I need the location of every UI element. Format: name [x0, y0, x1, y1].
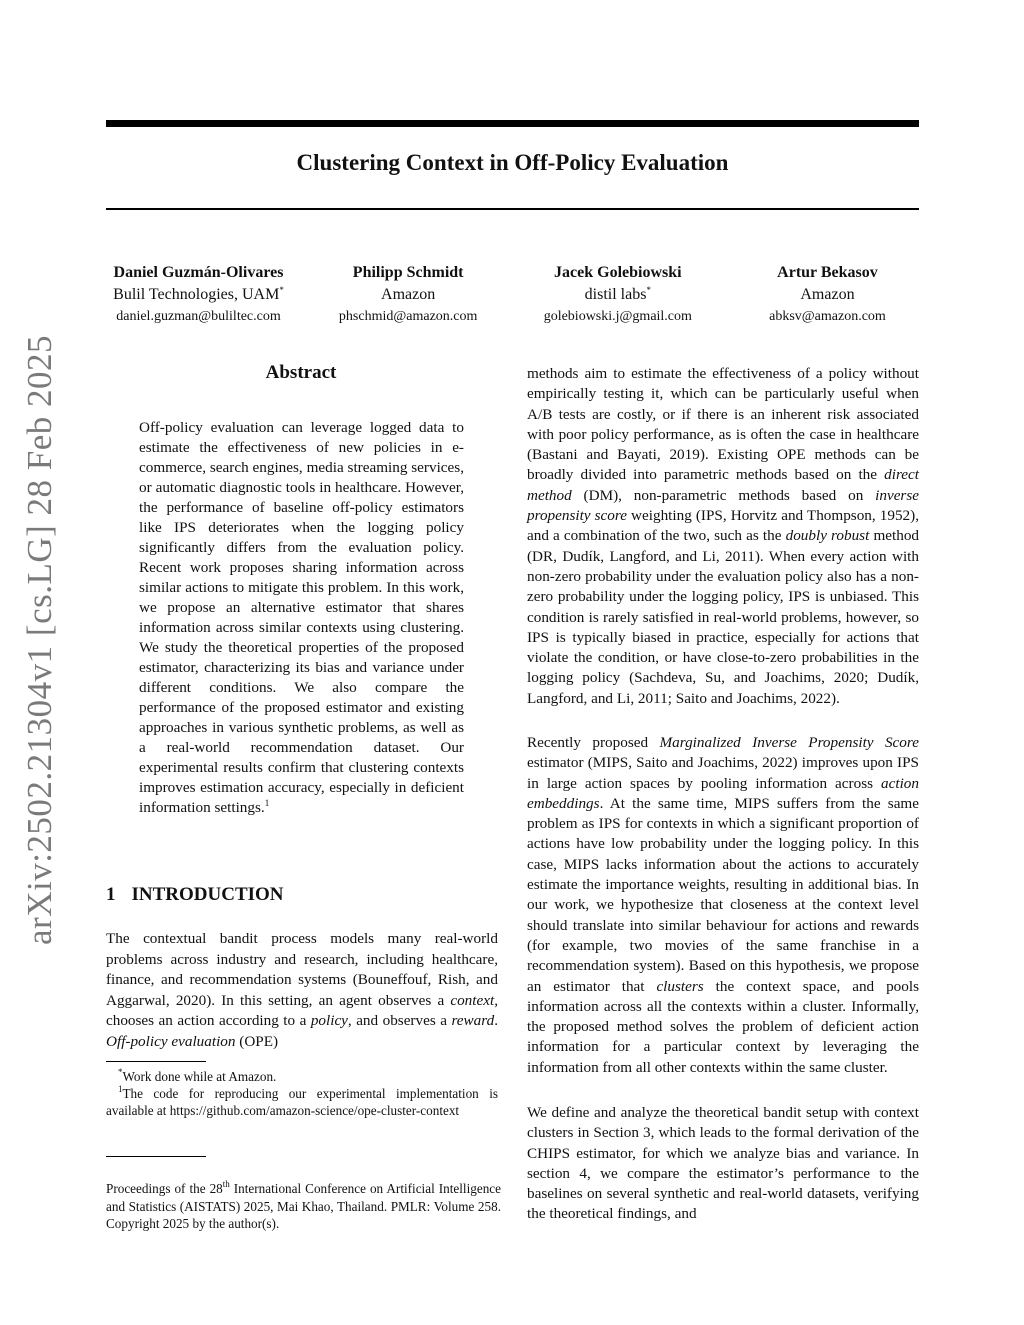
author-affiliation: Bulil Technologies, UAM* [113, 285, 284, 303]
proceedings-note: Proceedings of the 28th International Conference on Artificial Intelligence and Statistics (AISTATS) 2025, Mai Khao, Thailand. PMLR: Volume 258. Copyright 2025 by the author(s). [106, 1179, 501, 1231]
author-name: Daniel Guzmán-Olivares [113, 264, 284, 281]
author-name: Jacek Golebiowski [554, 264, 682, 281]
author-affiliation: Amazon [381, 286, 436, 303]
author-email[interactable]: abksv@amazon.com [769, 309, 886, 324]
abstract-text: Off-policy evaluation can leverage logged data to estimate the effectiveness of new policies in e-commerce, search engines, media streaming services, or automatic diagnostic tools in healthcare. However, the performance of baseline off-policy estimators like IPS deteriorates when the logging policy significantly differs from the evaluation policy. Recent work proposes sharing information across similar actions to mitigate this problem. In this work, we propose an alternative estimator that shares information across similar contexts using clustering. We study the theoretical properties of the proposed estimator, characterizing its bias and variance under different conditions. We also compare the performance of the proposed estimator and existing approaches in various synthetic problems, as well as a real-world recommendation dataset. Our experimental results confirm that clustering contexts improves estimation accuracy, especially in deficient information settings.$^1$ [139, 419, 464, 816]
author-1 [96, 262, 301, 328]
author-email[interactable]: phschmid@amazon.com [338, 309, 478, 324]
paper-title: Clustering Context in Off-Policy Evaluation [296, 150, 729, 175]
author-block [96, 262, 930, 328]
footnote-work-done: *Work done while at Amazon. [118, 1067, 277, 1084]
proceedings-divider [106, 1156, 206, 1157]
title-bottom-rule [106, 208, 919, 210]
title-top-rule [106, 120, 919, 127]
author-email[interactable]: golebiowski.j@gmail.com [543, 309, 692, 324]
intro-paragraph: The contextual bandit process models many real-world problems across industry and research, including healthcare, finance, and recommendation systems (Bouneffouf, Rish, and Aggarwal, 2020). In this setting, an agent observes a context, chooses an action according to a policy, and observes a reward. Off-policy evaluation (OPE) [106, 930, 498, 1050]
footnote-code-link: $^1$The code for reproducing our experimental implementation is available at https://github.com/amazon-science/ope-cluster-context [106, 1084, 498, 1118]
author-3 [515, 262, 720, 328]
arxiv-identifier-stamp: arXiv:2502.21304v1 [cs.LG] 28 Feb 2025 [20, 334, 59, 945]
author-affiliation: distil labs* [584, 285, 651, 303]
footnote-divider [106, 1061, 206, 1062]
author-name: Philipp Schmidt [352, 264, 464, 281]
intro-paragraph-right-2: Recently proposed Marginalized Inverse Propensity Score estimator (MIPS, Saito and Joachims, 2022) improves upon IPS in large action spaces by pooling information across action embeddings. At the same time, MIPS suffers from the same problem as IPS for contexts in which a significant proportion of actions have low probability under the logging policy. In this case, MIPS lacks information about the actions to accurately estimate the importance weights, resulting in additional bias. In our work, we hypothesize that closeness at the context level should translate into similar behaviour for actions and rewards (for example, two movies of the same franchise in a recommendation system). Based on this hypothesis, we propose an estimator that clusters the context space, and pools information across all the contexts within a cluster. Informally, the proposed method solves the problem of deficient action information for a particular context by leveraging the information from all other contexts within the same cluster. [527, 734, 919, 1076]
author-name: Artur Bekasov [777, 264, 878, 281]
affiliation-footnote-mark: * [279, 285, 284, 295]
section-heading-introduction: 1 INTRODUCTION [106, 884, 284, 905]
author-4 [725, 262, 930, 328]
author-2 [306, 262, 511, 328]
author-affiliation: Amazon [800, 286, 855, 303]
affiliation-footnote-mark: * [646, 285, 651, 295]
abstract-heading: Abstract [265, 362, 337, 383]
author-email[interactable]: daniel.guzman@buliltec.com [116, 309, 281, 324]
intro-paragraph-right-1: methods aim to estimate the effectiveness of a policy without empirically testing it, which can be particularly useful when A/B tests are costly, or if there is an inherent risk associated with poor policy performance, as is often the case in healthcare (Bastani and Bayati, 2019). Existing OPE methods can be broadly divided into parametric methods based on the direct method (DM), non-parametric methods based on inverse propensity score weighting (IPS, Horvitz and Thompson, 1952), and a combination of the two, such as the doubly robust method (DR, Dudík, Langford, and Li, 2011). When every action with non-zero probability under the evaluation policy also has a non-zero probability under the logging policy, IPS is unbiased. This condition is rarely satisfied in real-world problems, however, so IPS is typically biased in practice, especially for actions that violate the condition, or have close-to-zero probabilities in the logging policy (Sachdeva, Su, and Joachims, 2020; Dudík, Langford, and Li, 2011; Saito and Joachims, 2022). [527, 365, 920, 707]
intro-paragraph-right-3: We define and analyze the theoretical bandit setup with context clusters in Section 3, which leads to the formal derivation of the CHIPS estimator, for which we analyze bias and variance. In section 4, we compare the estimator’s performance to the baselines on several synthetic and real-world datasets, verifying the theoretical findings, and [527, 1104, 919, 1223]
footnote-ref: 1 [264, 798, 270, 808]
